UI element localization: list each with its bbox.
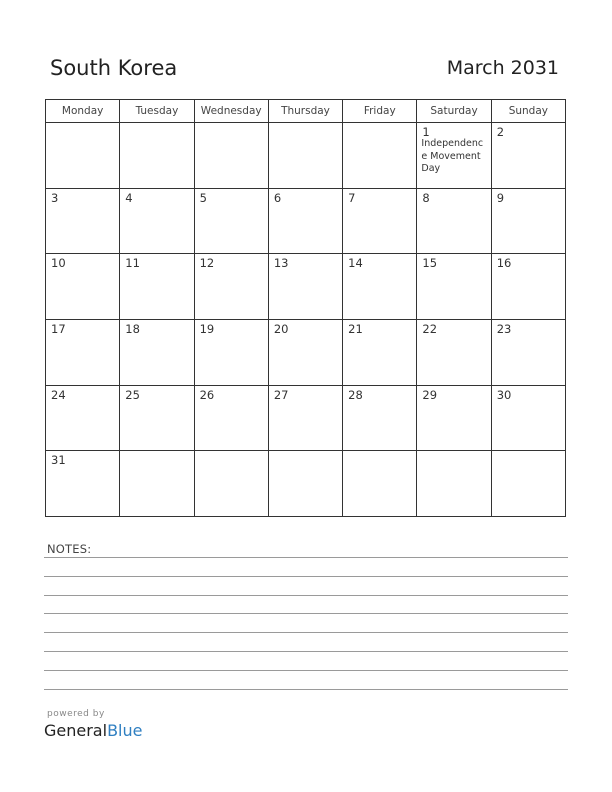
day-cell — [491, 319, 565, 385]
day-number: 28 — [348, 387, 363, 402]
day-cell — [46, 188, 120, 254]
day-cell — [268, 451, 342, 517]
day-cell — [491, 123, 565, 189]
day-number: 24 — [51, 387, 66, 402]
month-title: March 2031 — [446, 57, 559, 79]
day-cell — [46, 385, 120, 451]
day-cell — [46, 123, 120, 189]
day-cell — [120, 319, 194, 385]
day-cell — [417, 188, 491, 254]
day-number: 13 — [273, 256, 289, 271]
day-number: 29 — [422, 387, 438, 402]
day-cell — [343, 385, 417, 451]
day-number: 10 — [51, 256, 66, 271]
day-number: 30 — [496, 387, 512, 402]
notes-line — [44, 613, 568, 614]
day-cell — [120, 123, 194, 189]
week-row — [46, 319, 566, 385]
day-cell — [491, 188, 565, 254]
day-number: 21 — [348, 321, 363, 336]
day-number: 5 — [199, 190, 207, 205]
day-cell — [194, 451, 268, 517]
day-cell — [268, 123, 342, 189]
day-cell — [343, 123, 417, 189]
day-cell — [120, 188, 194, 254]
notes-line — [44, 670, 568, 671]
day-number: 19 — [199, 321, 215, 336]
day-number: 16 — [496, 256, 512, 271]
day-cell — [268, 188, 342, 254]
country-title: South Korea — [50, 56, 178, 80]
day-number: 4 — [125, 190, 133, 205]
notes-line — [44, 651, 568, 652]
powered-by-text: powered by — [47, 709, 105, 719]
day-number: 25 — [125, 387, 140, 402]
day-cell — [194, 188, 268, 254]
weekday-monday: Monday — [46, 100, 120, 123]
day-number: 8 — [422, 190, 430, 205]
brand-blue: Blue — [107, 721, 143, 740]
day-number: 27 — [273, 387, 289, 402]
notes-label: NOTES: — [47, 542, 92, 556]
weekday-saturday: Saturday — [417, 100, 491, 123]
day-cell — [46, 319, 120, 385]
week-row — [46, 254, 566, 320]
day-number: 7 — [348, 190, 356, 205]
brand-logo[interactable] — [44, 721, 142, 740]
day-cell — [46, 254, 120, 320]
week-row — [46, 385, 566, 451]
day-cell — [343, 319, 417, 385]
day-number: 3 — [51, 190, 59, 205]
weekday-tuesday: Tuesday — [120, 100, 194, 123]
day-cell — [417, 123, 491, 189]
calendar-grid — [45, 99, 566, 517]
day-number: 2 — [496, 125, 505, 139]
weekday-friday: Friday — [343, 100, 417, 123]
weekday-wednesday: Wednesday — [194, 100, 268, 123]
day-cell — [491, 451, 565, 517]
day-number: 31 — [51, 453, 66, 468]
day-number: 23 — [496, 321, 512, 336]
day-cell — [120, 254, 194, 320]
day-cell — [268, 385, 342, 451]
brand-general: General — [44, 721, 108, 740]
notes-line — [44, 595, 568, 596]
day-number: 17 — [51, 321, 66, 336]
day-cell — [491, 385, 565, 451]
notes-line — [44, 576, 568, 577]
weekday-sunday: Sunday — [491, 100, 565, 123]
holiday-label: Independence Movement Day — [421, 138, 484, 174]
day-cell — [120, 385, 194, 451]
day-cell — [194, 319, 268, 385]
day-cell — [46, 451, 120, 517]
day-number: 15 — [422, 256, 438, 271]
day-cell — [491, 254, 565, 320]
weekday-header-row — [46, 100, 566, 123]
day-number: 22 — [422, 321, 438, 336]
day-cell — [417, 254, 491, 320]
week-row — [46, 123, 566, 189]
day-cell — [120, 451, 194, 517]
day-cell — [417, 385, 491, 451]
day-cell — [268, 254, 342, 320]
day-number: 20 — [273, 321, 289, 336]
day-number: 11 — [125, 256, 140, 271]
day-cell — [194, 254, 268, 320]
day-cell — [343, 188, 417, 254]
day-number: 12 — [199, 256, 215, 271]
notes-line — [44, 689, 568, 690]
day-cell — [417, 451, 491, 517]
day-cell — [194, 385, 268, 451]
notes-line — [44, 632, 568, 633]
day-cell — [194, 123, 268, 189]
day-cell — [417, 319, 491, 385]
day-number: 9 — [496, 190, 505, 205]
day-number: 26 — [199, 387, 215, 402]
day-cell — [268, 319, 342, 385]
day-number: 1 — [422, 125, 430, 139]
day-number: 18 — [125, 321, 140, 336]
day-number: 14 — [348, 256, 363, 271]
day-cell — [343, 451, 417, 517]
weekday-thursday: Thursday — [268, 100, 342, 123]
notes-line — [44, 557, 568, 558]
week-row — [46, 188, 566, 254]
day-cell — [343, 254, 417, 320]
week-row — [46, 451, 566, 517]
day-number: 6 — [273, 190, 282, 205]
